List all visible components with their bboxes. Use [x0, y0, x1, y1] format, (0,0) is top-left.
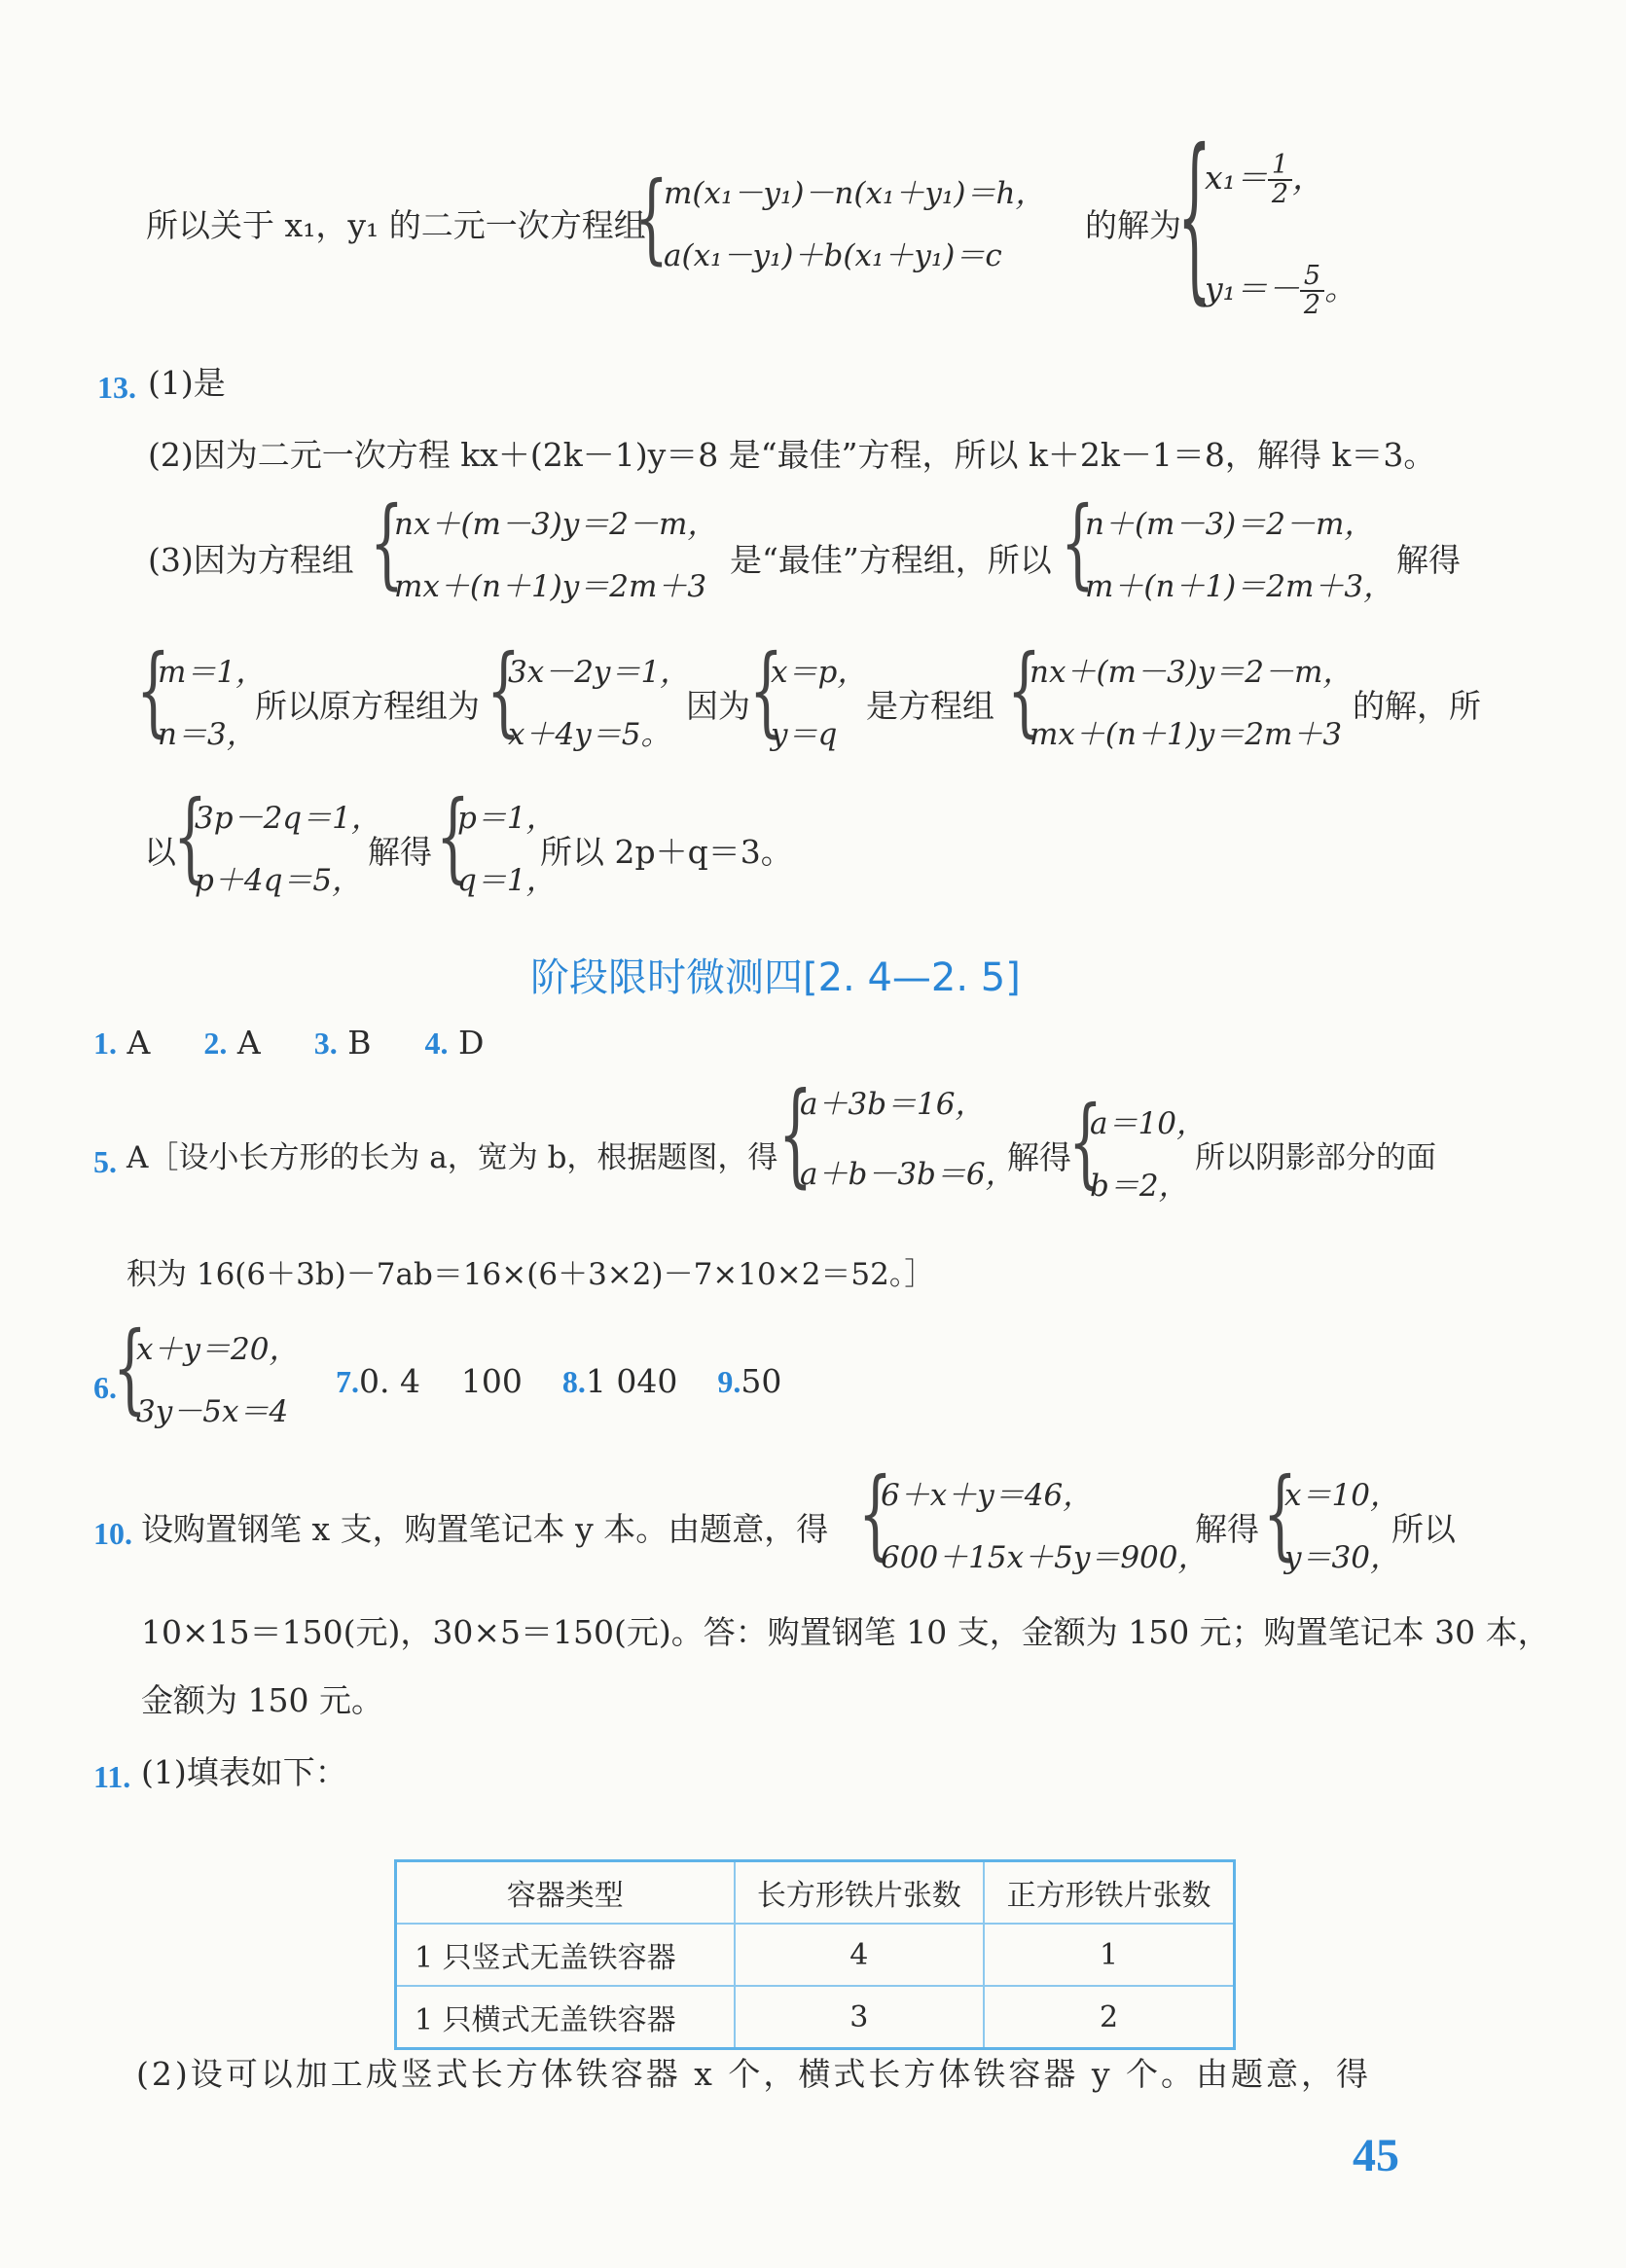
q5-lead: A［设小长方形的长为 a，宽为 b，根据题图，得: [126, 1140, 778, 1175]
q7-q9-answers: [336, 1362, 781, 1401]
table-header-row: [396, 1861, 1235, 1925]
text: 所以阴影部分的面: [1195, 1140, 1436, 1175]
answer: B: [347, 1024, 372, 1062]
table-cell: 1 只横式无盖铁容器: [396, 1986, 735, 2049]
text: 解得: [1195, 1510, 1259, 1548]
table-header-cell: 长方形铁片张数: [735, 1861, 985, 1925]
q10-lead: 设购置钢笔 x 支，购置笔记本 y 本。由题意，得: [141, 1510, 829, 1548]
brace: {: [1068, 1085, 1102, 1199]
question-number: 9.: [717, 1364, 741, 1399]
page-number: 45: [1353, 2130, 1399, 2181]
equation: m(x₁－y₁)－n(x₁＋y₁)＝h，: [664, 176, 1046, 211]
solution-x-lhs: x₁＝: [1205, 159, 1268, 197]
brace: {: [634, 161, 668, 274]
q13-answer-3-mid: 是“最佳”方程组，所以: [730, 541, 1052, 579]
answer: 1 040: [585, 1362, 678, 1400]
text: 是方程组: [866, 687, 994, 725]
table-header-cell: 正方形铁片张数: [984, 1861, 1234, 1925]
equation: 3p－2q＝1，: [195, 801, 381, 836]
equation: nx＋(m－3)y＝2－m，: [394, 507, 718, 542]
brace: {: [778, 1067, 813, 1200]
table-row: [396, 1924, 1235, 1986]
equation: 3y－5x＝4: [136, 1394, 289, 1429]
q13-answer-3-tail: 解得: [1396, 541, 1461, 579]
table-header-cell: 容器类型: [396, 1861, 735, 1925]
equation: q＝1，: [457, 863, 557, 898]
equation: m＋(n＋1)＝2m＋3，: [1085, 569, 1394, 604]
brace: {: [487, 633, 521, 747]
q11-answer-2: (2)设可以加工成竖式长方体铁容器 x 个，横式长方体铁容器 y 个。由题意，得: [136, 2055, 1371, 2093]
question-number: 3.: [313, 1026, 338, 1061]
table-cell: 3: [735, 1986, 985, 2049]
brace: {: [136, 633, 170, 747]
mc-answers: [93, 1024, 484, 1062]
equation: nx＋(m－3)y＝2－m，: [1030, 655, 1354, 690]
fraction: [1300, 263, 1324, 319]
question-number: 2.: [203, 1026, 228, 1061]
equation: b＝2，: [1090, 1169, 1189, 1204]
text: 解得: [1007, 1138, 1071, 1176]
equation: a＋b－3b＝6，: [800, 1157, 1016, 1192]
solution-y-tail: 。: [1324, 270, 1357, 307]
question-number: 13.: [97, 370, 136, 405]
equation: x＋4y＝5。: [508, 717, 671, 752]
answer: 0. 4 100: [359, 1362, 523, 1400]
numerator: 5: [1300, 263, 1324, 292]
equation: n＋(m－3)＝2－m，: [1085, 507, 1375, 542]
denominator: 2: [1303, 290, 1321, 320]
table-row: [396, 1986, 1235, 2049]
equation: m＝1，: [158, 655, 267, 690]
equation: p＝1，: [457, 801, 557, 836]
brace: {: [1007, 633, 1041, 747]
text: 以: [144, 833, 176, 871]
q13-answer-3-lead: (3)因为方程组: [148, 541, 354, 579]
q13-answer-1: (1)是: [148, 364, 226, 402]
section-title: 阶段限时微测四[2. 4—2. 5]: [530, 955, 1021, 1000]
p12-mid: 的解为: [1085, 206, 1181, 244]
question-number: 7.: [336, 1364, 359, 1399]
brace: {: [113, 1311, 147, 1424]
equation: n＝3，: [158, 717, 257, 752]
equation: y＝30，: [1284, 1540, 1400, 1575]
brace: {: [436, 779, 470, 893]
numerator: 1: [1268, 152, 1292, 181]
table-cell: 4: [735, 1924, 985, 1986]
q5-line2: 积为 16(6＋3b)－7ab＝16×(6＋3×2)－7×10×2＝52。］: [126, 1257, 935, 1292]
table-cell: 1: [984, 1924, 1234, 1986]
denominator: 2: [1271, 179, 1289, 209]
solution-x-tail: ，: [1292, 159, 1325, 197]
equation: y＝q: [771, 717, 838, 752]
equation: a(x₁－y₁)＋b(x₁＋y₁)＝c: [664, 238, 1002, 273]
equation: x＝p，: [771, 655, 868, 690]
p12-lead: 所以关于 x₁，y₁ 的二元一次方程组: [146, 206, 646, 244]
brace: {: [370, 486, 404, 599]
question-number: 11.: [93, 1759, 131, 1794]
brace: {: [858, 1457, 892, 1570]
equation: 6＋x＋y＝46，: [881, 1478, 1094, 1513]
brace: {: [1263, 1457, 1297, 1570]
question-number: 4.: [424, 1026, 449, 1061]
q11-answer-1: (1)填表如下：: [141, 1753, 347, 1791]
answer: 50: [741, 1362, 782, 1400]
fraction: [1268, 152, 1292, 208]
solution-x: [1205, 144, 1324, 212]
answer: A: [236, 1024, 261, 1062]
answer-table: [394, 1859, 1236, 2050]
q10-line2: 10×15＝150(元)，30×5＝150(元)。答：购置钢笔 10 支，金额为 150 元；购置笔记本 30 本，: [141, 1613, 1550, 1651]
question-number: 6.: [93, 1370, 117, 1405]
solution-y: [1205, 255, 1356, 323]
equation: x＝10，: [1284, 1478, 1400, 1513]
text: 解得: [368, 833, 432, 871]
equation: p＋4q＝5，: [195, 863, 363, 898]
equation: a＋3b＝16，: [800, 1087, 986, 1122]
brace: {: [173, 779, 207, 893]
answer: A: [126, 1024, 151, 1062]
equation: a＝10，: [1090, 1106, 1207, 1141]
equation: 3x－2y＝1，: [508, 655, 691, 690]
brace: {: [1061, 486, 1095, 599]
question-number: 1.: [93, 1026, 117, 1061]
text: 所以 2p＋q＝3。: [540, 833, 793, 871]
question-number: 5.: [93, 1144, 117, 1179]
question-number: 8.: [561, 1364, 586, 1399]
equation: mx＋(n＋1)y＝2m＋3: [1030, 717, 1343, 752]
equation: mx＋(n＋1)y＝2m＋3: [394, 569, 707, 604]
solution-y-lhs: y₁＝－: [1205, 270, 1300, 307]
text: 所以: [1391, 1510, 1456, 1548]
q13-answer-2: (2)因为二元一次方程 kx＋(2k－1)y＝8 是“最佳”方程，所以 k＋2k－1＝8，解得 k＝3。: [148, 436, 1436, 474]
q10-line3: 金额为 150 元。: [141, 1681, 383, 1719]
text: 所以原方程组为: [255, 687, 480, 725]
equation: 600＋15x＋5y＝900，: [881, 1540, 1209, 1575]
brace: {: [749, 633, 783, 747]
text: 因为: [686, 687, 750, 725]
equation: x＋y＝20，: [136, 1332, 300, 1367]
text: 的解，所: [1353, 687, 1481, 725]
table-cell: 1 只竖式无盖铁容器: [396, 1924, 735, 1986]
table-cell: 2: [984, 1986, 1234, 2049]
question-number: 10.: [93, 1516, 132, 1551]
brace: {: [1177, 110, 1211, 321]
answer: D: [457, 1024, 485, 1062]
